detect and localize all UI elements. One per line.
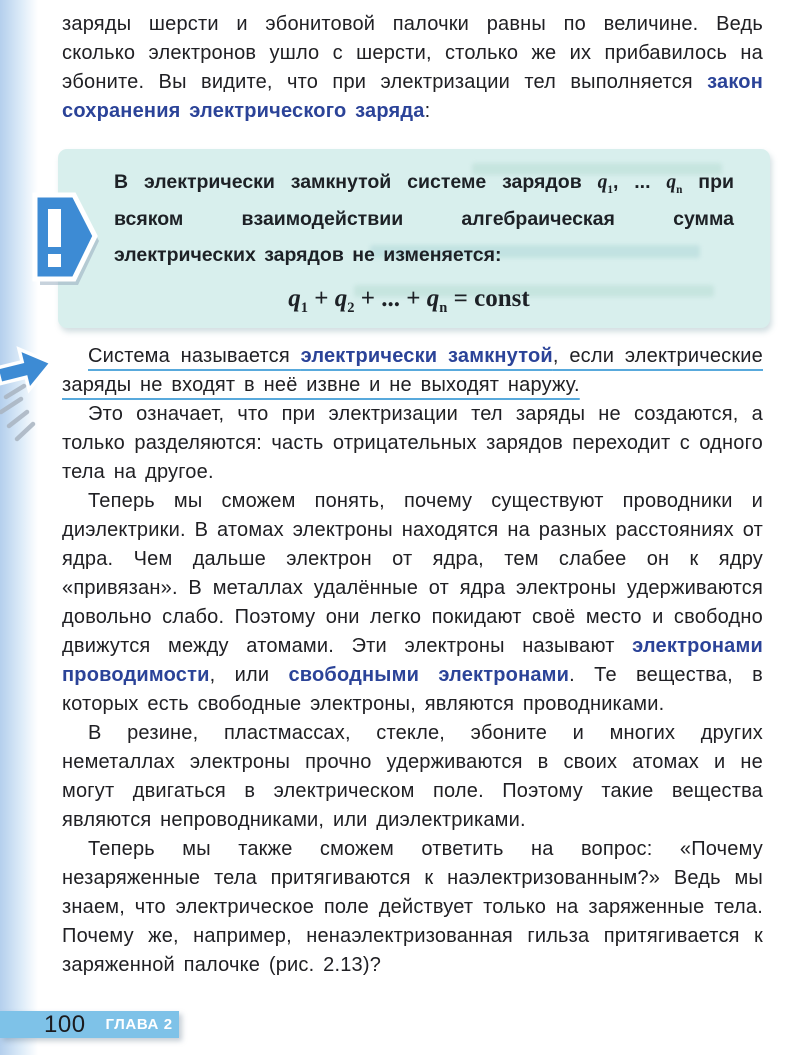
law-formula: $q_1 + q_2$ + ... + $q_n$ = const: [288, 285, 530, 316]
footer-bar: [0, 1011, 179, 1038]
page-content-column: [62, 0, 763, 980]
body-paragraph-question: Теперь мы также сможем ответить на вопрос: «Почему незаряженные тела притягиваются к наэлектризованным?» Ведь мы знаем, что электрическое поле действует только на заряженные тела. Почему же, например, ненаэлектризованная гильза притягивается к заряженной палочке (рис. 2.13)?: [62, 838, 763, 976]
arrow-icon: [0, 333, 62, 445]
law-statement: В электрически замкнутой системе зарядов $q_1$, ... $q_n$ при всяком взаимодействии алгебраическая сумма электрических зарядов не изменяется:: [114, 171, 734, 266]
exclamation-icon: [30, 189, 102, 289]
intro-paragraph: заряды шерсти и эбонитовой палочки равны по величине. Ведь сколько электронов ушло с шерсти, столько же их прибавилось на эбоните. Вы видите, что при электризации тел выполняется закон сохранения электрического заряда:: [62, 13, 763, 122]
definition-paragraph: Система называется электрически замкнутой, если электрические заряды не входят в неё извне и не выходят наружу.: [62, 345, 763, 396]
body-paragraph-conductors: Теперь мы сможем понять, почему существуют проводники и диэлектрики. В атомах электроны находятся на разных расстояниях от ядра. Чем дальше электрон от ядра, тем слабее он к ядру «привязан». В металлах удалённые от ядра электроны удерживаются довольно слабо. Поэтому они легко покидают своё место и свободно движутся между атомами. Эти электроны называют электронами проводимости, или свободными электронами. Те вещества, в которых есть свободные электроны, являются проводниками.: [62, 490, 764, 715]
page-edge-gradient: [0, 0, 38, 1055]
chapter-label: ГЛАВА 2: [105, 1016, 173, 1033]
page-number: 100: [44, 1010, 86, 1038]
law-highlight-box: [58, 149, 770, 328]
body-paragraph-separation: Это означает, что при электризации тел заряды не создаются, а только разделяются: часть отрицательных зарядов переходит с одного тела на другое.: [62, 403, 763, 483]
body-paragraph-dielectrics: В резине, пластмассах, стекле, эбоните и многих других неметаллах электроны прочно удерживаются в своих атомах и не могут двигаться в электрическом поле. Поэтому такие вещества являются непроводниками, или диэлектриками.: [62, 722, 763, 831]
